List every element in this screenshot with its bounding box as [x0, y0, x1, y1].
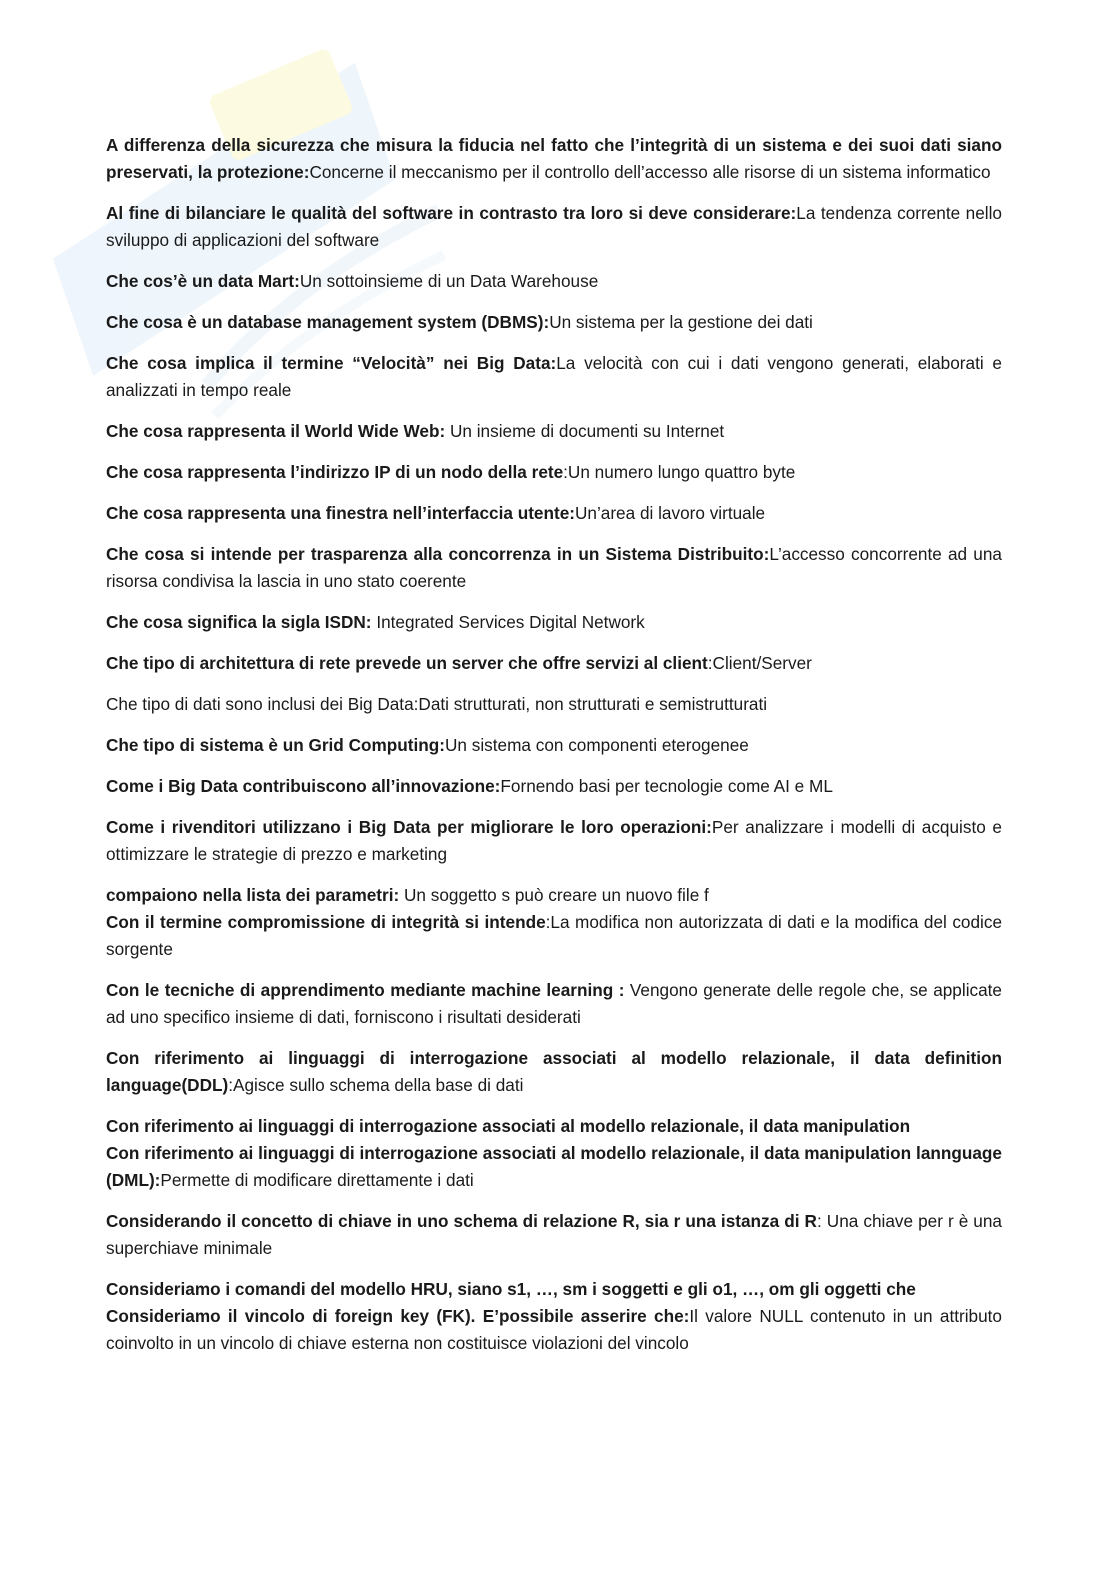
- qa-item: [106, 541, 1002, 595]
- qa-item: [106, 609, 1002, 636]
- qa-item: [106, 814, 1002, 868]
- qa-item: [106, 1113, 1002, 1140]
- question-text: Come i Big Data contribuiscono all’innovazione:: [106, 776, 501, 796]
- question-text: Con riferimento ai linguaggi di interrogazione associati al modello relazionale, il data definition language(DDL): [106, 1048, 1002, 1095]
- answer-text: Un soggetto s può creare un nuovo file f: [399, 885, 709, 905]
- question-text: Consideriamo i comandi del modello HRU, siano s1, …, sm i soggetti e gli o1, …, om gli oggetti che: [106, 1279, 916, 1299]
- answer-text: : Una chiave per r è una superchiave minimale: [106, 1211, 1002, 1258]
- question-text: Che cosa rappresenta l’indirizzo IP di un nodo della rete: [106, 462, 564, 482]
- answer-text: Permette di modificare direttamente i dati: [160, 1170, 474, 1190]
- qa-item: [106, 1303, 1002, 1357]
- answer-text: :Un numero lungo quattro byte: [563, 462, 796, 482]
- document-body: [106, 132, 1002, 1371]
- qa-item: [106, 268, 1002, 295]
- answer-text: Fornendo basi per tecnologie come AI e ML: [500, 776, 833, 796]
- answer-text: Concerne il meccanismo per il controllo dell’accesso alle risorse di un sistema informatico: [309, 162, 991, 182]
- answer-text: :Client/Server: [707, 653, 812, 673]
- qa-item: [106, 309, 1002, 336]
- qa-item: [106, 200, 1002, 254]
- qa-item: [106, 650, 1002, 677]
- qa-item: [106, 459, 1002, 486]
- question-text: Che tipo di architettura di rete prevede un server che offre servizi al client: [106, 653, 708, 673]
- question-text: Che cos’è un data Mart:: [106, 271, 300, 291]
- question-text: Che cosa si intende per trasparenza alla concorrenza in un Sistema Distribuito:: [106, 544, 770, 564]
- question-text: Che cosa significa la sigla ISDN:: [106, 612, 372, 632]
- question-text: Che cosa rappresenta una finestra nell’interfaccia utente:: [106, 503, 575, 523]
- qa-item: [106, 1045, 1002, 1099]
- answer-text: Integrated Services Digital Network: [371, 612, 645, 632]
- qa-item: [106, 977, 1002, 1031]
- question-text: Che cosa rappresenta il World Wide Web:: [106, 421, 446, 441]
- question-text: Che cosa implica il termine “Velocità” nei Big Data:: [106, 353, 557, 373]
- answer-text: Un sistema con componenti eterogenee: [444, 735, 749, 755]
- question-text: Che cosa è un database management system (DBMS):: [106, 312, 550, 332]
- question-text: Con riferimento ai linguaggi di interrogazione associati al modello relazionale, il data manipulation: [106, 1116, 911, 1136]
- answer-text: Un’area di lavoro virtuale: [574, 503, 766, 523]
- question-text: compaiono nella lista dei parametri:: [106, 885, 400, 905]
- question-text: Con riferimento ai linguaggi di interrogazione associati al modello relazionale, il data manipulation lannguage (DML):: [106, 1143, 1002, 1190]
- question-text: A differenza della sicurezza che misura la fiducia nel fatto che l’integrità di un sistema e dei suoi dati siano preservati, la protezione:: [106, 135, 1002, 182]
- answer-text: Un sottoinsieme di un Data Warehouse: [299, 271, 599, 291]
- qa-item: [106, 1276, 1002, 1303]
- question-text: Consideriamo il vincolo di foreign key (FK). E’possibile asserire che:: [106, 1306, 690, 1326]
- question-text: Con le tecniche di apprendimento mediante machine learning :: [106, 980, 625, 1000]
- question-text: Che tipo di sistema è un Grid Computing:: [106, 735, 445, 755]
- question-text: Con il termine compromissione di integrità si intende: [106, 912, 546, 932]
- answer-text: Un insieme di documenti su Internet: [445, 421, 725, 441]
- qa-item: [106, 132, 1002, 186]
- answer-text: Il valore NULL contenuto in un attributo coinvolto in un vincolo di chiave esterna non costituisce violazioni del vincolo: [106, 1306, 1002, 1353]
- qa-item: [106, 500, 1002, 527]
- answer-text: La tendenza corrente nello sviluppo di applicazioni del software: [106, 203, 1002, 250]
- question-text: Al fine di bilanciare le qualità del software in contrasto tra loro si deve considerare:: [106, 203, 797, 223]
- answer-text: Vengono generate delle regole che, se applicate ad uno specifico insieme di dati, forniscono i risultati desiderati: [106, 980, 1002, 1027]
- qa-item: [106, 1208, 1002, 1262]
- answer-text: :La modifica non autorizzata di dati e la modifica del codice sorgente: [106, 912, 1003, 959]
- qa-item: [106, 418, 1002, 445]
- answer-text: La velocità con cui i dati vengono generati, elaborati e analizzati in tempo reale: [106, 353, 1002, 400]
- answer-text: Che tipo di dati sono inclusi dei Big Data:Dati strutturati, non strutturati e semistrutturati: [106, 694, 768, 714]
- answer-text: Un sistema per la gestione dei dati: [549, 312, 813, 332]
- qa-item: [106, 773, 1002, 800]
- qa-item: [106, 732, 1002, 759]
- answer-text: Per analizzare i modelli di acquisto e ottimizzare le strategie di prezzo e marketing: [106, 817, 1002, 864]
- question-text: Come i rivenditori utilizzano i Big Data per migliorare le loro operazioni:: [106, 817, 712, 837]
- qa-item: [106, 882, 1002, 909]
- question-text: Considerando il concetto di chiave in uno schema di relazione R, sia r una istanza di R: [106, 1211, 817, 1231]
- qa-item: [106, 909, 1002, 963]
- qa-item: [106, 1140, 1002, 1194]
- answer-text: :Agisce sullo schema della base di dati: [228, 1075, 524, 1095]
- qa-item: [106, 350, 1002, 404]
- answer-text: L’accesso concorrente ad una risorsa condivisa la lascia in uno stato coerente: [106, 544, 1002, 591]
- qa-item: [106, 691, 1002, 718]
